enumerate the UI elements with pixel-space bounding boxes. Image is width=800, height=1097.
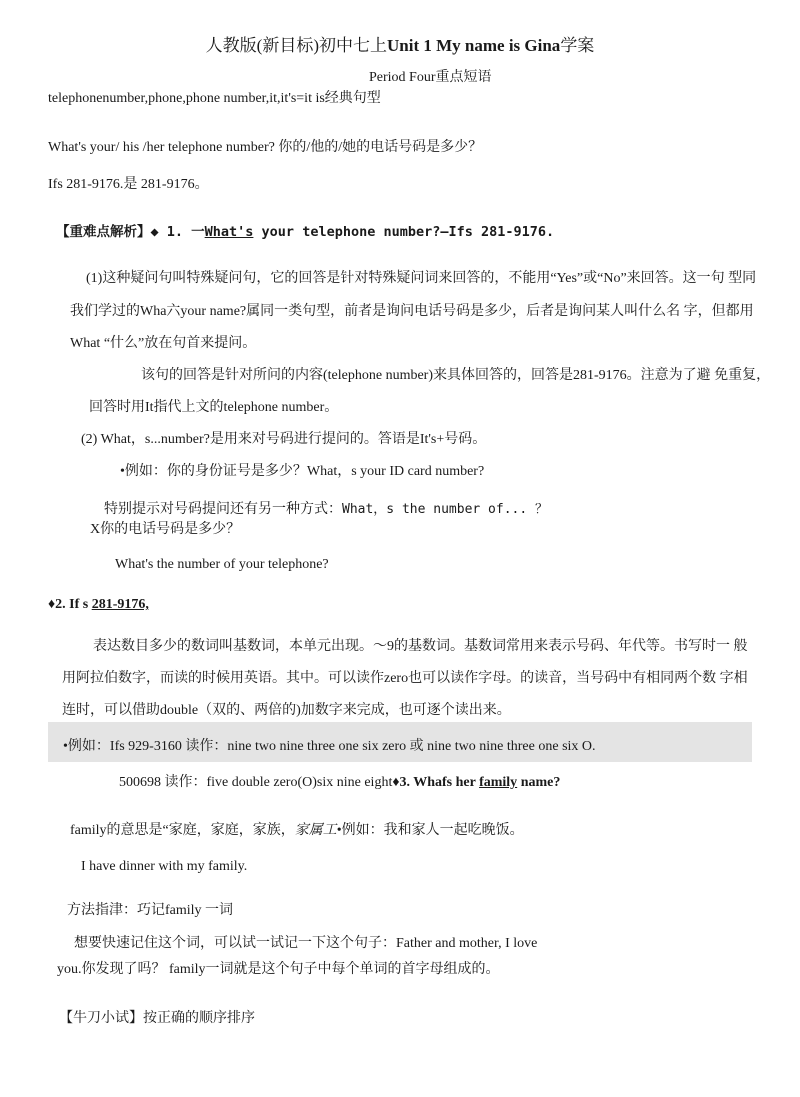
tip-line bbox=[104, 502, 548, 519]
analysis-underlined: What's bbox=[204, 224, 254, 240]
title-pre: 人教版(新目标)初中七上 bbox=[205, 36, 387, 55]
answer-line-2: What's the number of your telephone? bbox=[115, 557, 329, 572]
method-heading: 方法指津：巧记family 一词 bbox=[67, 903, 234, 918]
family-pre: family的意思是“家庭，家庭，家族， bbox=[70, 823, 295, 838]
point-3-pre: ♦3. Whafs her bbox=[392, 775, 480, 790]
family-line bbox=[70, 823, 524, 840]
analysis-post: your telephone number?—Ifs 281-9176. bbox=[253, 224, 555, 240]
point-2-heading bbox=[48, 597, 149, 614]
example-3-pre: 500698 读作：five double zero(O)six nine eight bbox=[119, 775, 393, 790]
question-line: What's your/ his /her telephone number? 你的/他的/她的电话号码是多少？ bbox=[48, 140, 483, 155]
example-3-line bbox=[119, 775, 560, 792]
point-2-pre: ♦2. If s bbox=[48, 597, 92, 612]
example-2: •例如：Ifs 929-3160 读作：nine two nine three one six zero 或 nine two nine three one six O. bbox=[63, 739, 596, 754]
p1b-line-2: 回答时用It指代上文的telephone number。 bbox=[89, 400, 339, 415]
x-line: X你的电话号码是多少？ bbox=[90, 522, 241, 537]
phrases-line: telephonenumber,phone,phone number,it,it's=it is经典句型 bbox=[48, 91, 381, 106]
p1-line-3: What “什么”放在句首来提问。 bbox=[70, 336, 257, 351]
family-post: •例如：我和家人一起吃晚饭。 bbox=[336, 823, 524, 838]
title-post: 学案 bbox=[560, 36, 595, 55]
p3-line-3: 连时，可以借助double（双的、两倍的)加数字来完成，也可逐个读出来。 bbox=[62, 703, 511, 718]
page-subtitle: Period Four重点短语 bbox=[369, 70, 492, 85]
p2-line: (2) What，s...number?是用来对号码进行提问的。答语是It's+号码。 bbox=[81, 432, 487, 447]
method-line-1: 想要快速记住这个词，可以试一试记一下这个句子：Father and mother, I love bbox=[74, 936, 538, 951]
exercise-heading: 【牛刀小试】按正确的顺序排序 bbox=[59, 1011, 255, 1026]
answer-line: Ifs 281-9176.是 281-9176。 bbox=[48, 177, 209, 192]
tip-pre: 特别提示对号码提问还有另一种方式： bbox=[104, 502, 342, 517]
p1-line-2: 我们学过的Wha六your name?属同一类句型，前者是询问电话号码是多少，后者是询问某人叫什么名 字，但都用 bbox=[70, 304, 754, 319]
point-3-underlined: family bbox=[479, 775, 518, 790]
p3-line-1: 表达数目多少的数词叫基数词，本单元出现。〜9的基数词。基数词常用来表示号码、年代等。书写时一 般 bbox=[93, 639, 748, 654]
tip-code: What，s the number of... ？ bbox=[342, 502, 549, 517]
p1b-line-1: 该句的回答是针对所问的内容(telephone number)来具体回答的，回答是281-9176。注意为了避 免重复， bbox=[141, 368, 771, 383]
example-1: •例如：你的身份证号是多少？What，s your ID card number? bbox=[120, 464, 485, 479]
family-italic: 家属工 bbox=[294, 823, 337, 838]
title-bold: Unit 1 My name is Gina bbox=[387, 36, 561, 55]
point-3-post: name? bbox=[517, 775, 561, 790]
dinner-line: I have dinner with my family. bbox=[81, 859, 248, 874]
analysis-heading bbox=[56, 224, 554, 240]
page-title bbox=[0, 36, 800, 56]
p1-line-1: (1)这种疑问句叫特殊疑问句，它的回答是针对特殊疑问词来回答的，不能用“Yes”或“No”来回答。这一句 型同 bbox=[86, 271, 757, 286]
p3-line-2: 用阿拉伯数字，而读的时候用英语。其中。可以读作zero也可以读作字母。的读音，当号码中有相同两个数 字相 bbox=[62, 671, 748, 686]
point-2-underlined: 281-9176, bbox=[91, 597, 149, 612]
method-line-2: you.你发现了吗？ family一词就是这个句子中每个单词的首字母组成的。 bbox=[57, 962, 500, 977]
analysis-bracket: 【重难点解析】 bbox=[56, 224, 151, 240]
analysis-pre: ◆ 1. 一 bbox=[150, 224, 205, 240]
